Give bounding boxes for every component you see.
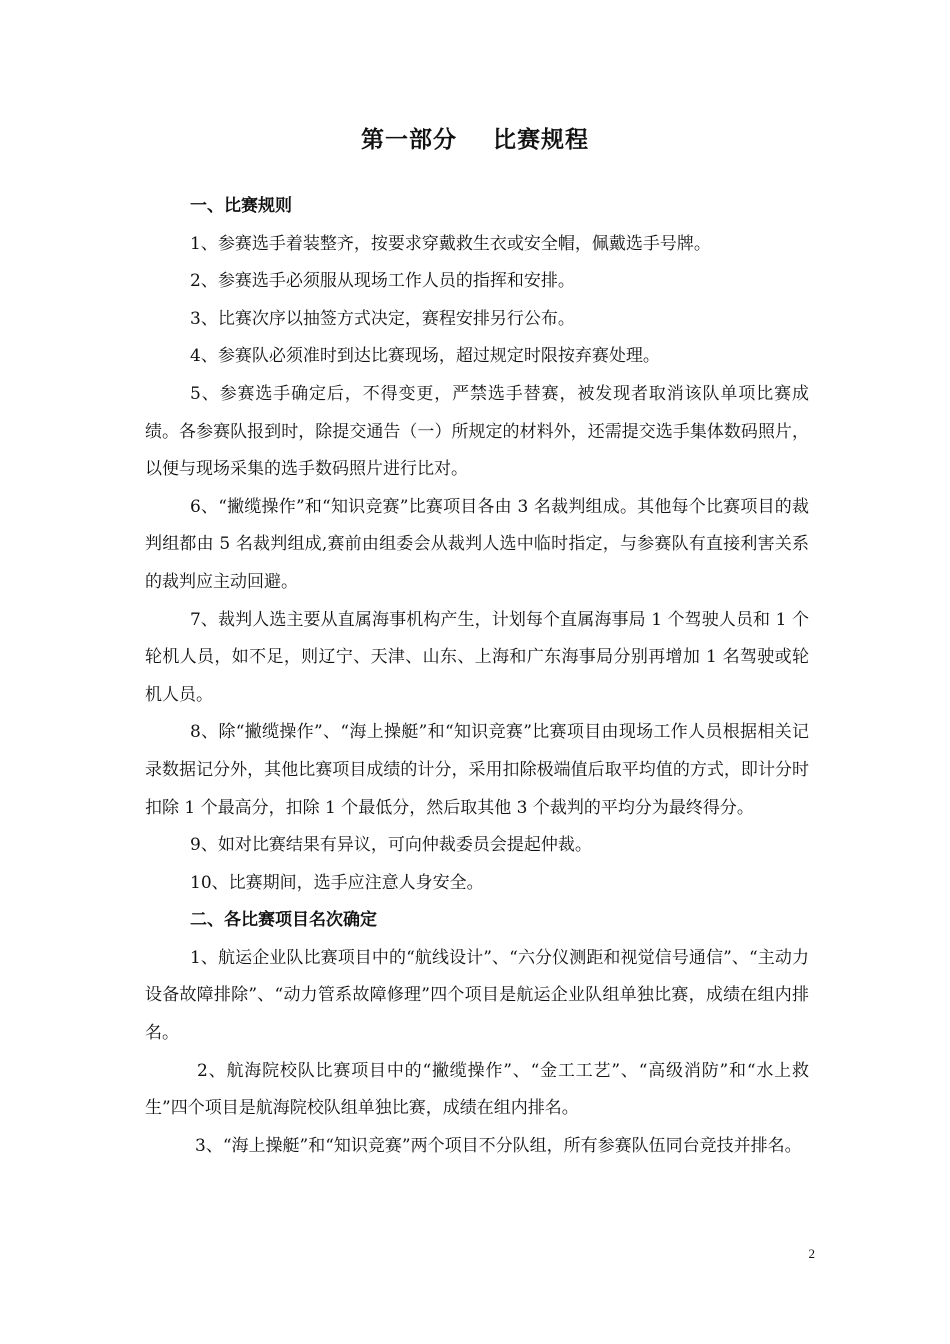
rule-item-7: 7、裁判人选主要从直属海事机构产生，计划每个直属海事局 1 个驾驶人员和 1 个轮机人员，如不足，则辽宁、天津、山东、上海和广东海事局分别再增加 1 名驾驶或轮机人员。 (145, 609, 809, 705)
ranking-item-2: 2、航海院校队比赛项目中的“撇缆操作”、“金工工艺”、“高级消防”和“水上救生”四个项目是航海院校队组单独比赛，成绩在组内排名。 (145, 1060, 809, 1119)
rule-item-2: 2、参赛选手必须服从现场工作人员的指挥和安排。 (190, 271, 575, 292)
page-title: 第一部分 比赛规程 (360, 127, 590, 153)
rule-item-10: 10、比赛期间，选手应注意人身安全。 (190, 872, 484, 893)
rule-item-9: 9、如对比赛结果有异议，可向仲裁委员会提起仲裁。 (190, 835, 592, 856)
ranking-item-1: 1、航运企业队比赛项目中的“航线设计”、“六分仪测距和视觉信号通信”、“主动力设备故障排除”、“动力管系故障修理”四个项目是航运企业队组单独比赛，成绩在组内排名。 (145, 947, 809, 1044)
rule-item-4: 4、参赛队必须准时到达比赛现场，超过规定时限按弃赛处理。 (190, 346, 660, 367)
document-body (145, 188, 809, 1165)
rule-item-3: 3、比赛次序以抽签方式决定，赛程安排另行公布。 (190, 308, 575, 329)
rule-item-1: 1、参赛选手着装整齐，按要求穿戴救生衣或安全帽，佩戴选手号牌。 (190, 233, 711, 254)
section-heading-ranking: 二、各比赛项目名次确定 (190, 910, 377, 931)
section-heading-rules: 一、比赛规则 (190, 196, 292, 216)
rule-item-8: 8、除“撇缆操作”、“海上操艇”和“知识竞赛”比赛项目由现场工作人员根据相关记录数据记分外，其他比赛项目成绩的计分，采用扣除极端值后取平均值的方式，即计分时扣除 1 个最高分，扣除 1 个最低分，然后取其他 3 个裁判的平均分为最终得分。 (145, 722, 809, 818)
rule-item-6: 6、“撇缆操作”和“知识竞赛”比赛项目各由 3 名裁判组成。其他每个比赛项目的裁判组都由 5 名裁判组成,赛前由组委会从裁判人选中临时指定，与参赛队有直接利害关系的裁判应主动回避。 (145, 496, 809, 592)
ranking-item-3: 3、“海上操艇”和“知识竞赛”两个项目不分队组，所有参赛队伍同台竞技并排名。 (195, 1135, 802, 1156)
rule-item-5: 5、参赛选手确定后，不得变更，严禁选手替赛，被发现者取消该队单项比赛成绩。各参赛队报到时，除提交通告（一）所规定的材料外，还需提交选手集体数码照片，以便与现场采集的选手数码照片进行比对。 (145, 383, 809, 480)
page-number: 2 (808, 1246, 815, 1261)
